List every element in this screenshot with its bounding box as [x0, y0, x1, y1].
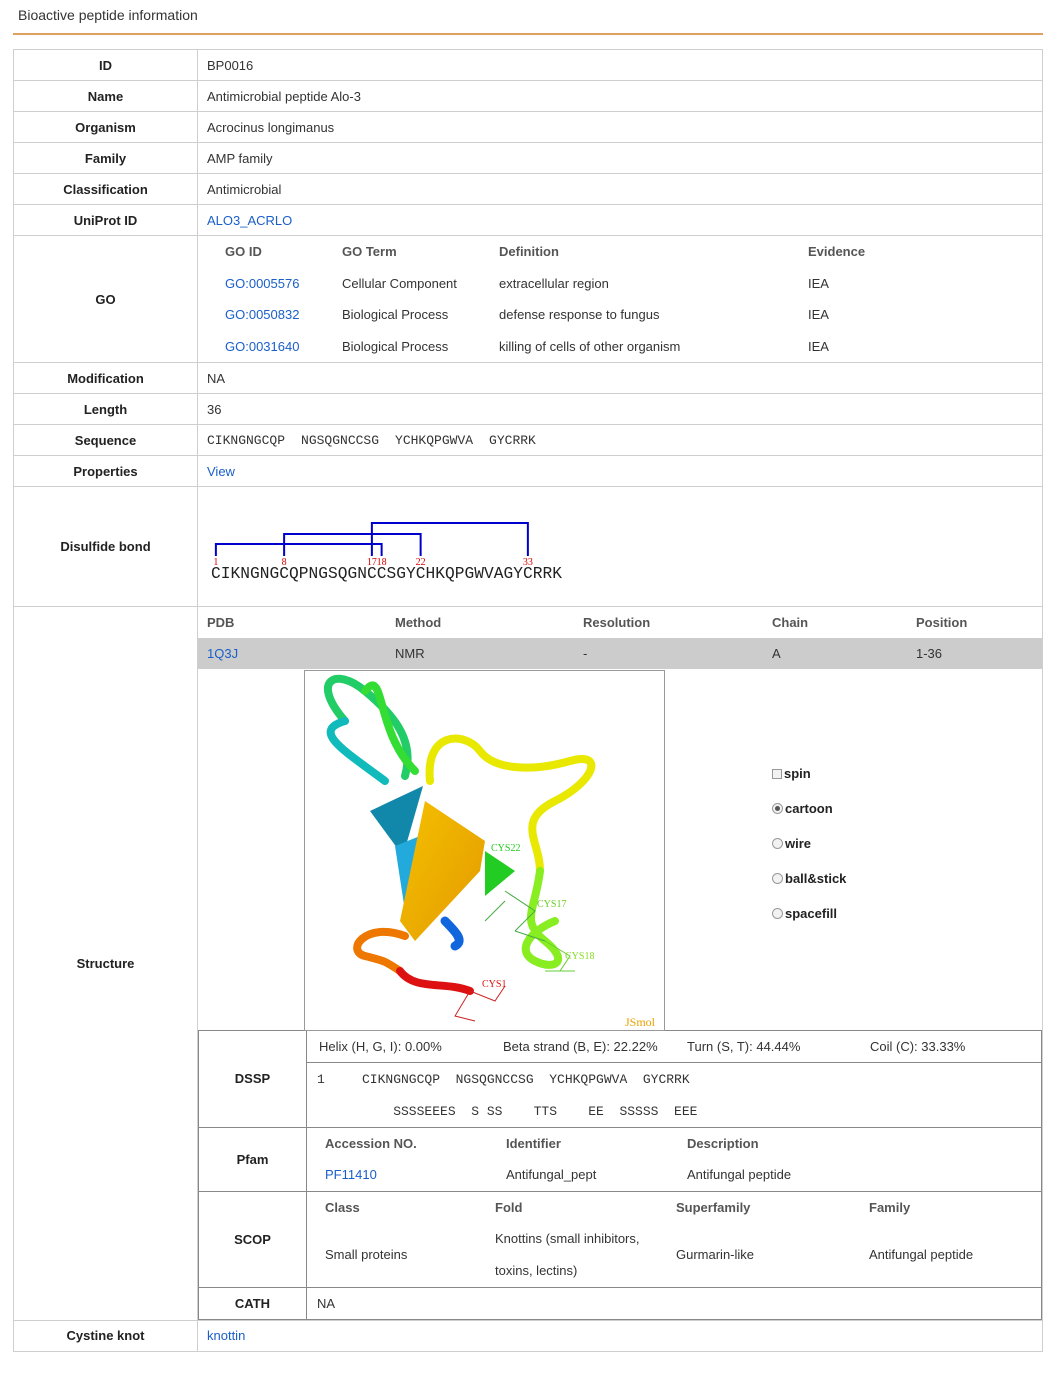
- row-modification: [14, 363, 1043, 394]
- pfam-header: Accession NO.: [325, 1135, 417, 1151]
- row-id: [14, 50, 1043, 81]
- row-label: Modification: [14, 363, 198, 394]
- go-evidence: IEA: [808, 338, 829, 354]
- id-value: BP0016: [198, 50, 1043, 81]
- disulfide-position-label: 1: [213, 557, 219, 568]
- jsmol-viewer[interactable]: [304, 670, 665, 1031]
- dssp-stats: [307, 1031, 1041, 1063]
- row-label: Disulfide bond: [14, 487, 198, 607]
- pdb-method: NMR: [395, 646, 425, 661]
- row-disulfide: [14, 487, 1043, 607]
- scop-header: Class: [325, 1199, 360, 1215]
- row-label: Cystine knot: [14, 1320, 198, 1351]
- row-properties: [14, 456, 1043, 487]
- header-divider: [13, 33, 1043, 35]
- structure-annotation-table: [198, 1030, 1042, 1320]
- cystine-knot-link[interactable]: knottin: [207, 1328, 246, 1343]
- go-term: Biological Process: [342, 338, 449, 354]
- go-term: Cellular Component: [342, 275, 457, 291]
- row-name: [14, 81, 1043, 112]
- jsmol-watermark: JSmol: [625, 1015, 656, 1029]
- name-value: Antimicrobial peptide Alo-3: [198, 81, 1043, 112]
- pdb-row[interactable]: [198, 638, 1042, 669]
- residue-label: CYS22: [491, 843, 521, 854]
- pfam-label: Pfam: [199, 1127, 307, 1191]
- dssp-stat: Coil (C): 33.33%: [870, 1038, 966, 1054]
- pdb-header: Resolution: [583, 615, 651, 630]
- display-options: [772, 766, 846, 941]
- dssp-stat: Helix (H, G, I): 0.00%: [319, 1038, 442, 1054]
- go-definition: extracellular region: [499, 275, 609, 291]
- residue-label: CYS17: [537, 899, 567, 910]
- disulfide-sequence: CIKNGNGCQPNGSQGNCCSGYCHKQPGWVAGYCRRK: [211, 565, 562, 583]
- go-header: Definition: [499, 244, 559, 259]
- row-label: Sequence: [14, 425, 198, 456]
- pdb-header: Position: [916, 615, 968, 630]
- spacefill-radio[interactable]: [772, 908, 783, 919]
- go-id-link[interactable]: GO:0050832: [225, 307, 300, 322]
- disulfide-bond-diagram: [198, 487, 1044, 606]
- pfam-identifier: Antifungal_pept: [506, 1167, 597, 1182]
- go-definition: killing of cells of other organism: [499, 338, 681, 354]
- go-id-link[interactable]: GO:0031640: [225, 338, 300, 354]
- pfam-accession-link[interactable]: PF11410: [325, 1167, 377, 1182]
- go-header: GO ID: [225, 244, 262, 259]
- sequence-segment: YCHKQPGWVA: [395, 432, 474, 448]
- row-label: ID: [14, 50, 198, 81]
- dssp-label: DSSP: [199, 1031, 307, 1128]
- option-ball-stick[interactable]: [772, 871, 846, 886]
- scop-class: Small proteins: [325, 1247, 408, 1262]
- peptide-info-table: [13, 49, 1043, 1352]
- ball-stick-radio[interactable]: [772, 873, 783, 884]
- dssp-ss: SSSSEEES S SS TTS EE SSSSS EEE: [362, 1103, 698, 1119]
- go-evidence: IEA: [808, 307, 829, 322]
- disulfide-bond-line: [216, 544, 382, 556]
- scop-label: SCOP: [199, 1191, 307, 1287]
- sequence-segment: NGSQGNCCSG: [301, 432, 380, 448]
- pdb-table: [198, 607, 1042, 669]
- sequence-segment: GYCRRK: [489, 432, 536, 448]
- length-value: 36: [198, 394, 1043, 425]
- go-term: Biological Process: [342, 307, 449, 322]
- row-label: Length: [14, 394, 198, 425]
- row-label: Name: [14, 81, 198, 112]
- organism-value: Acrocinus longimanus: [198, 112, 1043, 143]
- row-label: Classification: [14, 174, 198, 205]
- row-family: [14, 143, 1043, 174]
- pfam-table: [307, 1128, 1041, 1191]
- row-sequence: [14, 425, 1043, 456]
- viewer-area: [198, 669, 1042, 1030]
- spin-checkbox[interactable]: [772, 769, 782, 779]
- option-label: cartoon: [785, 801, 833, 816]
- pdb-resolution: -: [583, 646, 588, 661]
- page-title: Bioactive peptide information: [18, 7, 198, 23]
- pdb-id-link[interactable]: 1Q3J: [207, 646, 239, 661]
- scop-header: Superfamily: [676, 1199, 751, 1215]
- modification-value: NA: [198, 363, 1043, 394]
- uniprot-link[interactable]: ALO3_ACRLO: [207, 212, 293, 228]
- scop-table: [307, 1192, 1041, 1287]
- go-id-link[interactable]: GO:0005576: [225, 275, 300, 291]
- scop-header: Fold: [495, 1199, 523, 1215]
- disulfide-bond-line: [372, 523, 528, 556]
- row-length: [14, 394, 1043, 425]
- option-spin[interactable]: [772, 766, 846, 781]
- classification-value: Antimicrobial: [198, 174, 1043, 205]
- cartoon-radio[interactable]: [772, 803, 783, 814]
- go-definition: defense response to fungus: [499, 307, 660, 322]
- disulfide-position-label: 8: [281, 557, 287, 568]
- sequence-value: [198, 425, 1043, 456]
- scop-family: Antifungal peptide: [869, 1247, 974, 1262]
- sequence-segment: CIKNGNGCQP: [207, 432, 286, 448]
- row-cystine-knot: [14, 1320, 1043, 1351]
- dssp-stat: Beta strand (B, E): 22.22%: [503, 1038, 658, 1054]
- pdb-chain: A: [772, 646, 781, 661]
- pfam-description: Antifungal peptide: [687, 1167, 792, 1182]
- pfam-header: Identifier: [506, 1135, 561, 1151]
- row-label: Organism: [14, 112, 198, 143]
- scop-fold: Knottins (small inhibitors, toxins, lectins): [495, 1230, 640, 1278]
- row-go: [14, 236, 1043, 363]
- option-spacefill[interactable]: [772, 906, 846, 921]
- go-header: GO Term: [342, 244, 397, 259]
- row-label: Structure: [14, 607, 198, 1321]
- go-header: Evidence: [808, 244, 866, 259]
- scop-superfamily: Gurmarin-like: [676, 1247, 755, 1262]
- row-organism: [14, 112, 1043, 143]
- dssp-sequence: CIKNGNGCQP NGSQGNCCSG YCHKQPGWVA GYCRRK: [362, 1071, 690, 1087]
- row-label: Properties: [14, 456, 198, 487]
- dssp-start: 1: [317, 1071, 325, 1087]
- cath-value: NA: [307, 1287, 1042, 1319]
- pfam-header: Description: [687, 1135, 759, 1151]
- properties-view-link[interactable]: View: [207, 463, 235, 479]
- protein-structure-render: [305, 671, 664, 1030]
- option-wire[interactable]: [772, 836, 846, 851]
- option-label: ball&stick: [785, 871, 847, 886]
- option-label: wire: [785, 836, 812, 851]
- family-value: AMP family: [198, 143, 1043, 174]
- residue-label: CYS1: [482, 979, 507, 990]
- option-label: spacefill: [785, 906, 838, 921]
- go-table: [198, 236, 1042, 362]
- row-classification: [14, 174, 1043, 205]
- pdb-position: 1-36: [916, 646, 943, 661]
- disulfide-position-label: 18: [376, 557, 387, 568]
- residue-label: CYS18: [565, 951, 595, 962]
- row-uniprot: [14, 205, 1043, 236]
- option-cartoon[interactable]: [772, 801, 846, 816]
- scop-header: Family: [869, 1199, 911, 1215]
- row-label: UniProt ID: [14, 205, 198, 236]
- go-evidence: IEA: [808, 275, 829, 291]
- row-structure: [14, 607, 1043, 1321]
- wire-radio[interactable]: [772, 838, 783, 849]
- disulfide-position-label: 33: [522, 557, 533, 568]
- dssp-stat: Turn (S, T): 44.44%: [687, 1038, 801, 1054]
- row-label: Family: [14, 143, 198, 174]
- cath-label: CATH: [199, 1287, 307, 1319]
- pdb-header: Method: [395, 615, 442, 630]
- pdb-header: Chain: [772, 615, 809, 630]
- dssp-alignment: [307, 1063, 1041, 1127]
- option-label: spin: [784, 766, 811, 781]
- disulfide-position-label: 22: [415, 557, 426, 568]
- pdb-header: PDB: [207, 615, 235, 630]
- disulfide-position-label: 17: [366, 557, 377, 568]
- row-label: GO: [14, 236, 198, 363]
